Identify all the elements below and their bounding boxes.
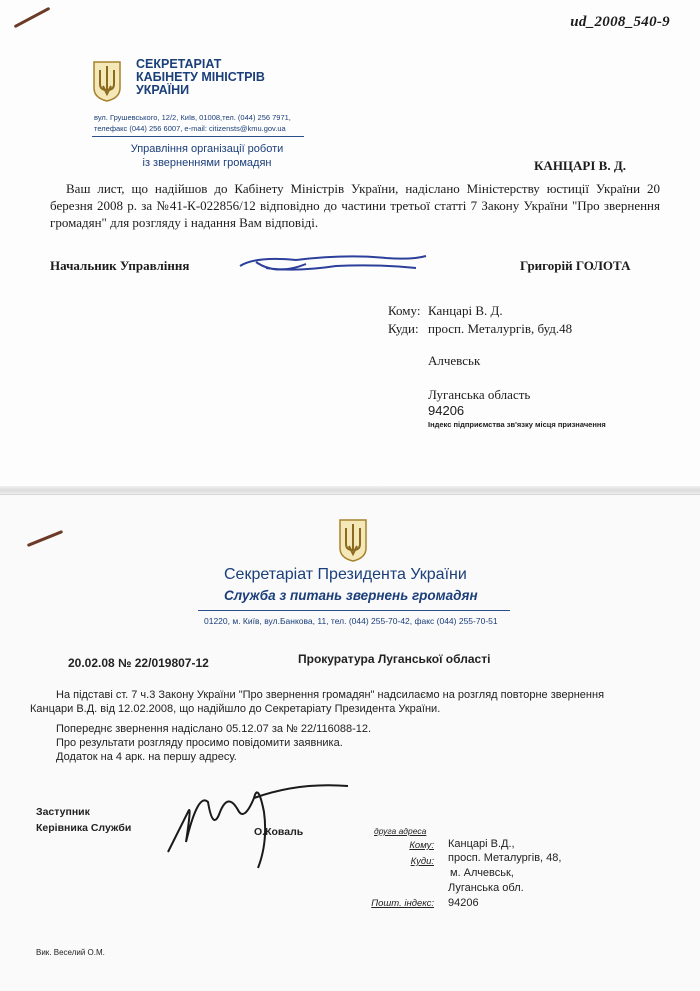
where-line-3: Луганська обл. <box>448 882 524 894</box>
letterhead-divider <box>92 136 304 137</box>
signature-2 <box>158 772 358 872</box>
signer-title-2: Заступник Керівника Служби <box>36 806 132 834</box>
department-name-2: Служба з питань звернень громадян <box>224 588 478 603</box>
postcode-label-2: Пошт. індекс: <box>371 898 434 909</box>
recipient-where-value: просп. Металургів, буд.48 <box>428 321 573 336</box>
org-name: СЕКРЕТАРІАТ КАБІНЕТУ МІНІСТРІВ УКРАЇНИ <box>136 57 265 97</box>
letter-1-page <box>0 0 700 488</box>
body-line: Додаток на 4 арк. на першу адресу. <box>56 751 237 763</box>
signature-1 <box>236 246 436 282</box>
recipient-postcode: 94206 <box>428 403 465 418</box>
department-name: Управління організації роботи із зверненнями громадян <box>130 143 284 169</box>
letter-2-body <box>30 688 680 764</box>
org-name-2: Секретаріат Президента України <box>224 566 467 583</box>
postcode-note: Індекс підприємства зв'язку місця призначення <box>428 420 606 429</box>
where-label-2: Куди: <box>410 856 434 867</box>
recipient-organization: Прокуратура Луганської області <box>298 652 491 666</box>
org-address-2: 01220, м. Київ, вул.Банкова, 11, тел. (044) 255-70-42, факс (044) 255-70-51 <box>204 616 498 626</box>
recipient-region: Луганська область <box>428 387 531 402</box>
body-line: Про результати розгляду просимо повідомити заявника. <box>56 737 343 749</box>
to-label-2: Кому: <box>409 840 434 851</box>
where-line-2: м. Алчевськ, <box>450 867 514 879</box>
second-address-label: друга адреса <box>374 826 427 836</box>
where-line-1: просп. Металургів, 48, <box>448 852 562 864</box>
executor: Вик. Веселий О.М. <box>36 948 105 957</box>
letter-body: Ваш лист, що надійшов до Кабінету Міністрів України, надіслано Міністерству юстиції України 20 березня 2008 р. за №41-К-022856/12 відповідно до частини третьої статті 7 Закону України "Про звернення громадян" для розгляду і надання Вам відповіді. <box>50 181 660 230</box>
signer-title: Начальник Управління <box>50 258 190 273</box>
document-id: ud_2008_540-9 <box>570 14 670 30</box>
reference-number: 20.02.08 № 22/019807-12 <box>68 656 209 670</box>
org-address: вул. Грушевського, 12/2, Київ, 01008,тел. (044) 256 7971, телефакс (044) 256 6007, e-mail: citizensts@kmu.gov.ua <box>94 113 291 133</box>
body-line: Попереднє звернення надіслано 05.12.07 за № 22/116088-12. <box>56 723 372 735</box>
to-value-2: Канцарі В.Д., <box>448 838 515 850</box>
recipient-to-label: Кому: <box>388 303 421 318</box>
signer-name-2: О.Коваль <box>254 826 304 838</box>
recipient-where-label: Куди: <box>388 321 419 336</box>
letterhead-divider-2 <box>198 610 510 611</box>
signer-name: Григорій ГОЛОТА <box>520 258 631 273</box>
recipient-to-value: Канцарі В. Д. <box>428 303 503 318</box>
postcode-value-2: 94206 <box>448 897 479 909</box>
trident-emblem-icon <box>92 60 122 102</box>
recipient-city: Алчевськ <box>428 353 481 368</box>
body-line: Канцари В.Д. від 12.02.2008, що надійшло до Секретаріату Президента України. <box>30 703 441 715</box>
addressee: КАНЦАРІ В. Д. <box>534 158 627 173</box>
trident-emblem-icon-2 <box>338 518 368 562</box>
staple-mark <box>14 7 51 28</box>
body-line: На підставі ст. 7 ч.3 Закону України "Про звернення громадян" надсилаємо на розгляд повторне звернення <box>56 689 605 701</box>
